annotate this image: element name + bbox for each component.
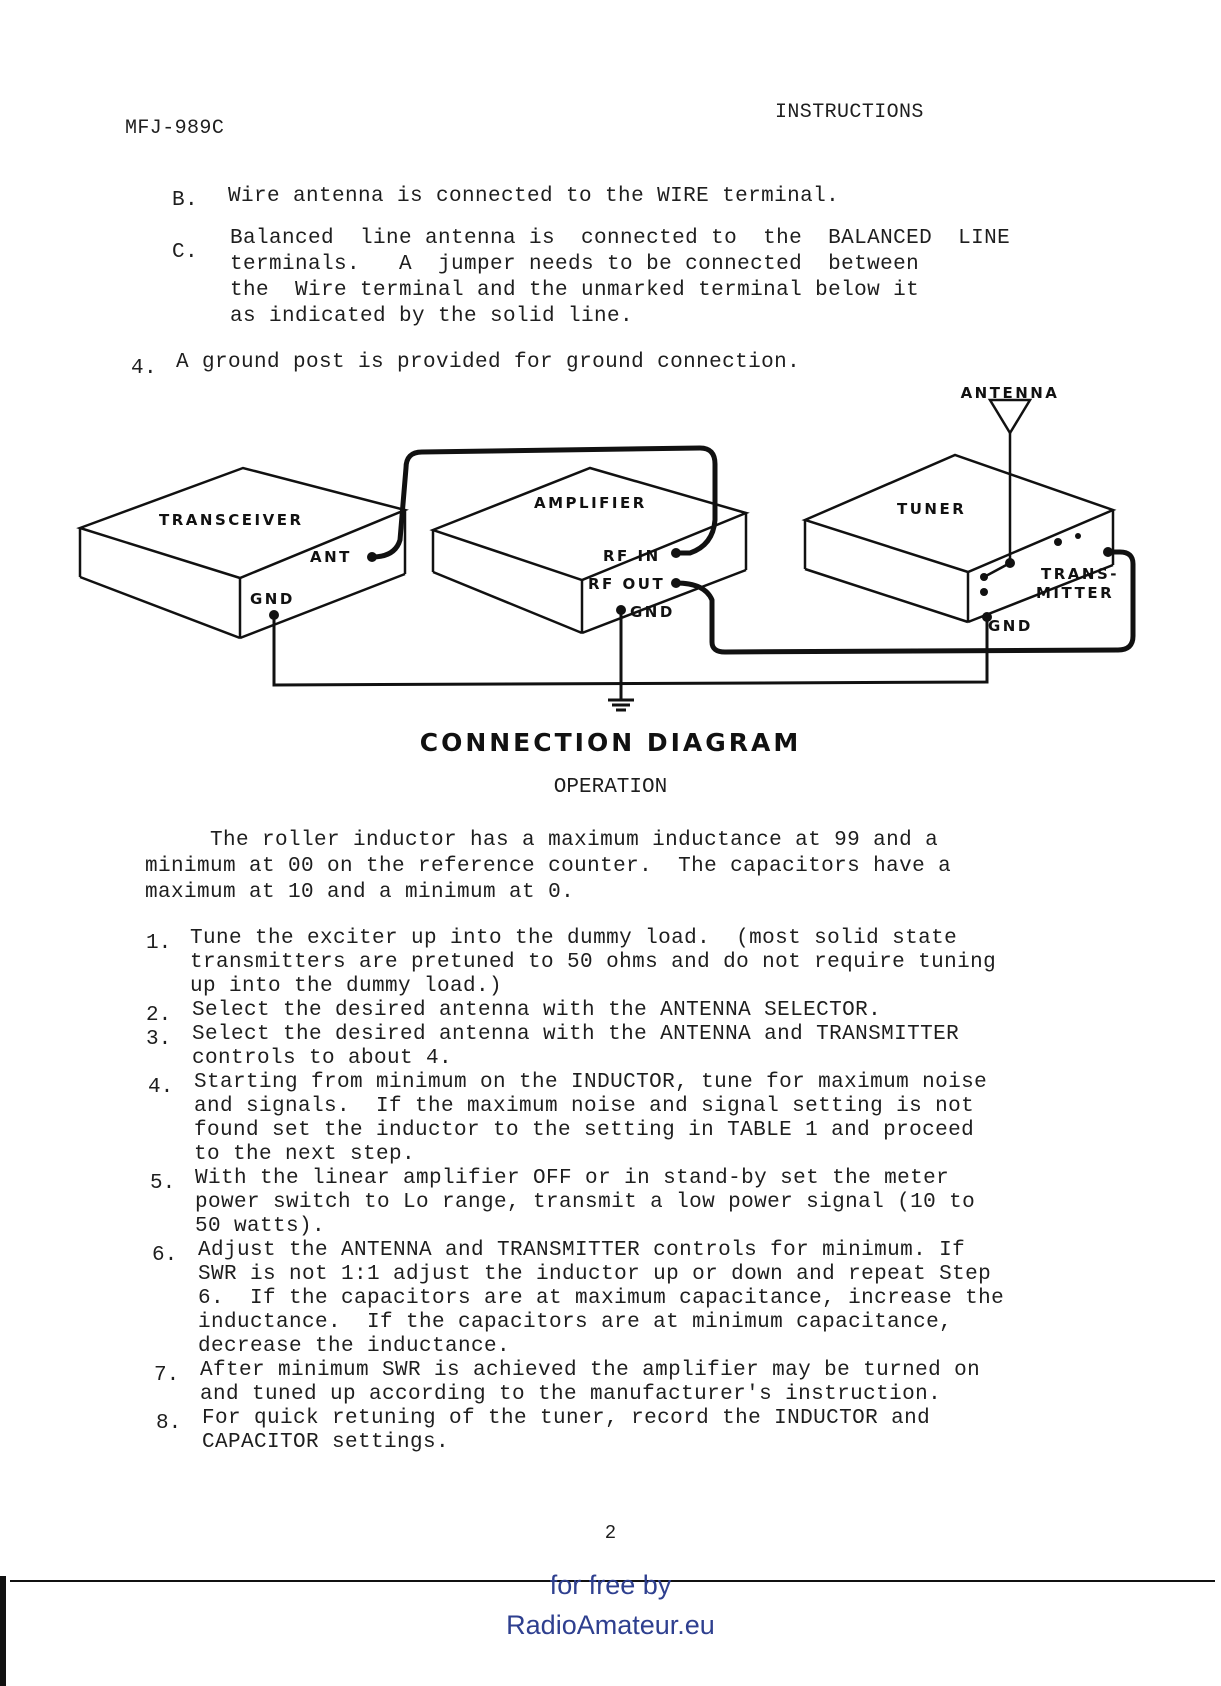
- step-line: 50 watts).: [195, 1215, 326, 1238]
- step-number: 4.: [148, 1076, 174, 1099]
- step-line: Tune the exciter up into the dummy load. (most solid state: [190, 927, 958, 950]
- amplifier-label: AMPLIFIER: [534, 494, 647, 512]
- step-line: and signals. If the maximum noise and signal setting is not: [194, 1095, 975, 1118]
- step-line: 6. If the capacitors are at maximum capacitance, increase the: [198, 1287, 1005, 1310]
- step-number: 3.: [146, 1028, 172, 1051]
- step-number: 5.: [150, 1172, 176, 1195]
- diagram-title: CONNECTION DIAGRAM: [419, 728, 802, 757]
- rf-in-terminal: [671, 548, 681, 558]
- step-line: After minimum SWR is achieved the amplifier may be turned on: [200, 1359, 981, 1382]
- rf-out-label: RF OUT: [588, 575, 666, 593]
- item-4-marker: 4.: [131, 357, 158, 380]
- tuner-gnd-label: GND: [988, 617, 1033, 635]
- item-4-text: A ground post is provided for ground connection.: [176, 351, 801, 374]
- page-number: 2: [604, 1522, 617, 1544]
- operation-heading: OPERATION: [553, 776, 668, 799]
- tuner-label: TUNER: [897, 500, 967, 518]
- step-line: Adjust the ANTENNA and TRANSMITTER controls for minimum. If: [198, 1239, 966, 1262]
- amplifier-gnd-label: GND: [630, 603, 675, 621]
- step-line: transmitters are pretuned to 50 ohms and do not require tuning: [190, 951, 997, 974]
- item-c-line: as indicated by the solid line.: [230, 305, 634, 328]
- footer-site-link[interactable]: RadioAmateur.eu: [506, 1610, 715, 1640]
- step-line: up into the dummy load.): [190, 975, 503, 998]
- tuner-terminal: [1075, 533, 1081, 539]
- antenna-symbol: [990, 400, 1030, 433]
- rf-in-label: RF IN: [603, 547, 661, 565]
- transceiver-label: TRANSCEIVER: [159, 511, 304, 529]
- mitter-label: MITTER: [1036, 584, 1115, 602]
- step-line: power switch to Lo range, transmit a low power signal (10 to: [195, 1191, 976, 1214]
- step-line: decrease the inductance.: [198, 1335, 511, 1358]
- transceiver-gnd-terminal: [269, 610, 279, 620]
- step-line: For quick retuning of the tuner, record the INDUCTOR and: [202, 1407, 931, 1430]
- step-number: 7.: [154, 1364, 180, 1387]
- item-c-line: terminals. A jumper needs to be connected between: [230, 253, 920, 276]
- transmitter-terminal: [1103, 547, 1113, 557]
- step-number: 2.: [146, 1004, 172, 1027]
- tuner-terminal: [1054, 538, 1062, 546]
- ant-label: ANT: [310, 548, 352, 566]
- step-line: Select the desired antenna with the ANTENNA and TRANSMITTER: [192, 1023, 960, 1046]
- step-line: and tuned up according to the manufacturer's instruction.: [200, 1383, 942, 1406]
- step-line: controls to about 4.: [192, 1047, 453, 1070]
- model-number: MFJ-989C: [125, 117, 225, 140]
- trans-label: TRANS-: [1041, 565, 1119, 583]
- connection-diagram: [0, 370, 1221, 715]
- item-c-line: the Wire terminal and the unmarked terminal below it: [230, 279, 920, 302]
- item-c-marker: C.: [172, 241, 199, 264]
- step-line: SWR is not 1:1 adjust the inductor up or down and repeat Step: [198, 1263, 992, 1286]
- step-line: found set the inductor to the setting in TABLE 1 and proceed: [194, 1119, 975, 1142]
- item-b-text: Wire antenna is connected to the WIRE terminal.: [228, 185, 840, 208]
- step-line: CAPACITOR settings.: [202, 1431, 450, 1454]
- rf-out-terminal: [671, 578, 681, 588]
- step-number: 1.: [146, 932, 172, 955]
- step-number: 8.: [156, 1412, 182, 1435]
- item-b-marker: B.: [172, 189, 199, 212]
- step-line: inductance. If the capacitors are at minimum capacitance,: [198, 1311, 953, 1334]
- intro-line: The roller inductor has a maximum inductance at 99 and a: [145, 829, 939, 852]
- intro-line: minimum at 00 on the reference counter. The capacitors have a: [145, 855, 952, 878]
- section-title: INSTRUCTIONS: [775, 101, 924, 124]
- ant-terminal: [367, 552, 377, 562]
- amplifier-box-top: [433, 468, 746, 580]
- item-c-line: Balanced line antenna is connected to the BALANCED LINE: [230, 227, 1011, 250]
- tuner-terminal: [980, 588, 988, 596]
- footer-credit: for free by: [549, 1570, 672, 1600]
- step-number: 6.: [152, 1244, 178, 1267]
- antenna-label: ANTENNA: [960, 384, 1060, 402]
- step-line: Starting from minimum on the INDUCTOR, tune for maximum noise: [194, 1071, 988, 1094]
- step-line: Select the desired antenna with the ANTENNA SELECTOR.: [192, 999, 882, 1022]
- intro-line: maximum at 10 and a minimum at 0.: [145, 881, 575, 904]
- transceiver-gnd-label: GND: [250, 590, 295, 608]
- amplifier-gnd-terminal: [616, 605, 626, 615]
- step-line: to the next step.: [194, 1143, 416, 1166]
- step-line: With the linear amplifier OFF or in stand-by set the meter: [195, 1167, 950, 1190]
